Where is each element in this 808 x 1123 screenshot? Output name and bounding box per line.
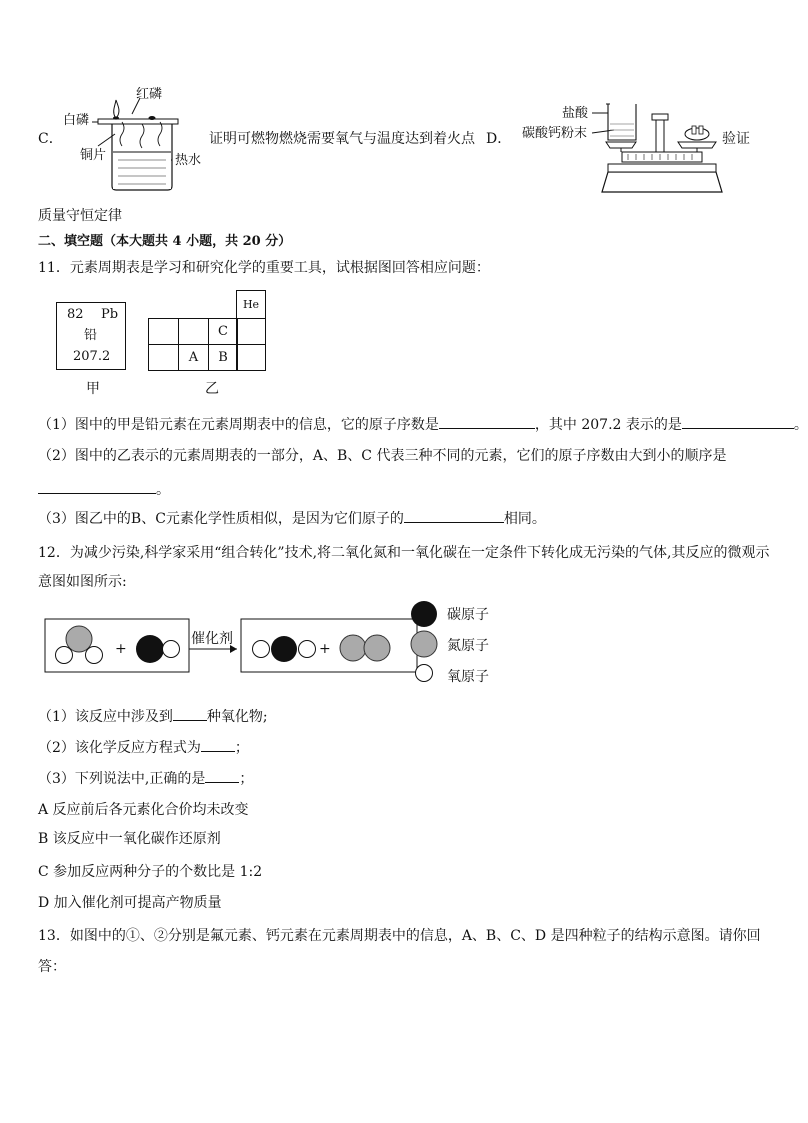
q13-line2: 答： <box>38 959 66 975</box>
q12-option-c: C 参加反应两种分子的个数比是 1:2 <box>38 864 263 880</box>
figure-jia-caption: 甲 <box>86 381 100 397</box>
plus-sign: + <box>319 641 331 657</box>
combustion-apparatus-figure <box>60 84 210 194</box>
answer-blank[interactable] <box>205 768 239 783</box>
q12-sub1: （1）该反应中涉及到 种氧化物; <box>38 706 268 727</box>
answer-blank[interactable] <box>439 414 535 429</box>
legend-nitrogen: 氮原子 <box>447 638 489 654</box>
table-cell-empty <box>236 318 266 345</box>
answer-blank[interactable] <box>173 706 207 721</box>
table-cell-he: He <box>236 290 266 319</box>
q12-stem-line2: 意图如图所示: <box>38 574 127 590</box>
table-cell-empty <box>148 318 179 345</box>
option-d-text-continued: 质量守恒定律 <box>38 208 122 224</box>
q11-stem: 11．元素周期表是学习和研究化学的重要工具，试根据图回答相应问题： <box>38 260 490 276</box>
q12-option-b: B 该反应中一氧化碳作还原剂 <box>38 831 221 847</box>
plus-sign: + <box>115 641 127 657</box>
legend-carbon: 碳原子 <box>447 607 489 623</box>
answer-blank[interactable] <box>201 737 235 752</box>
catalyst-label: 催化剂 <box>191 631 233 647</box>
lead-symbol: Pb <box>101 307 119 322</box>
balance-apparatus-figure <box>592 94 732 194</box>
lead-atomic-mass: 207.2 <box>73 349 111 364</box>
q11-sub1: （1）图中的甲是铅元素在元素周期表中的信息，它的原子序数是 ，其中 207.2 表示的是 。 <box>38 414 808 435</box>
label-hot-water: 热水 <box>175 153 202 168</box>
label-red-phosphorus: 红磷 <box>136 87 163 102</box>
answer-blank[interactable] <box>38 479 156 494</box>
label-white-phosphorus: 白磷 <box>63 113 90 128</box>
label-copper-plate: 铜片 <box>80 148 107 163</box>
legend-oxygen: 氧原子 <box>447 669 489 685</box>
q11-sub2: （2）图中的乙表示的元素周期表的一部分，A、B、C 代表三种不同的元素，它们的原子序数由大到小的顺序是 <box>38 448 727 464</box>
q12-option-d: D 加入催化剂可提高产物质量 <box>38 895 222 911</box>
table-cell-b: B <box>208 344 238 371</box>
lead-name: 铅 <box>84 328 98 343</box>
reaction-diagram <box>44 596 504 678</box>
section-title: 二、填空题（本大题共 4 小题，共 20 分） <box>38 234 292 249</box>
label-hydrochloric-acid: 盐酸 <box>562 106 589 121</box>
q12-stem-line1: 12．为减少污染,科学家采用“组合转化”技术,将二氧化氮和一氧化碳在一定条件下转化成无污染的气体,其反应的微观示 <box>38 545 770 561</box>
label-calcium-carbonate: 碳酸钙粉末 <box>522 126 588 141</box>
table-cell-a: A <box>178 344 209 371</box>
answer-blank[interactable] <box>404 508 504 523</box>
figure-yi-caption: 乙 <box>205 381 219 397</box>
q12-option-a: A 反应前后各元素化合价均未改变 <box>38 802 249 818</box>
option-c-text: 证明可燃物燃烧需要氧气与温度达到着火点 <box>209 131 475 147</box>
answer-blank[interactable] <box>682 414 794 429</box>
option-d-letter: D． <box>486 131 512 147</box>
lead-atomic-number: 82 <box>67 307 84 322</box>
q12-sub3: （3）下列说法中,正确的是 ； <box>38 768 253 789</box>
option-c-letter: C． <box>38 131 63 147</box>
q11-sub2-answer: 。 <box>38 479 170 500</box>
table-cell-empty <box>148 344 179 371</box>
q12-sub2: （2）该化学反应方程式为 ； <box>38 737 249 758</box>
table-cell-empty <box>236 344 266 371</box>
option-d-text: 验证 <box>722 131 750 147</box>
table-cell-empty <box>178 318 209 345</box>
table-cell-c: C <box>208 318 238 345</box>
q13-line1: 13．如图中的①、②分别是氟元素、钙元素在元素周期表中的信息，A、B、C、D 是四种粒子的结构示意图。请你回 <box>38 928 761 944</box>
q11-sub3: （3）图乙中的B、C元素化学性质相似，是因为它们原子的 相同。 <box>38 508 546 529</box>
